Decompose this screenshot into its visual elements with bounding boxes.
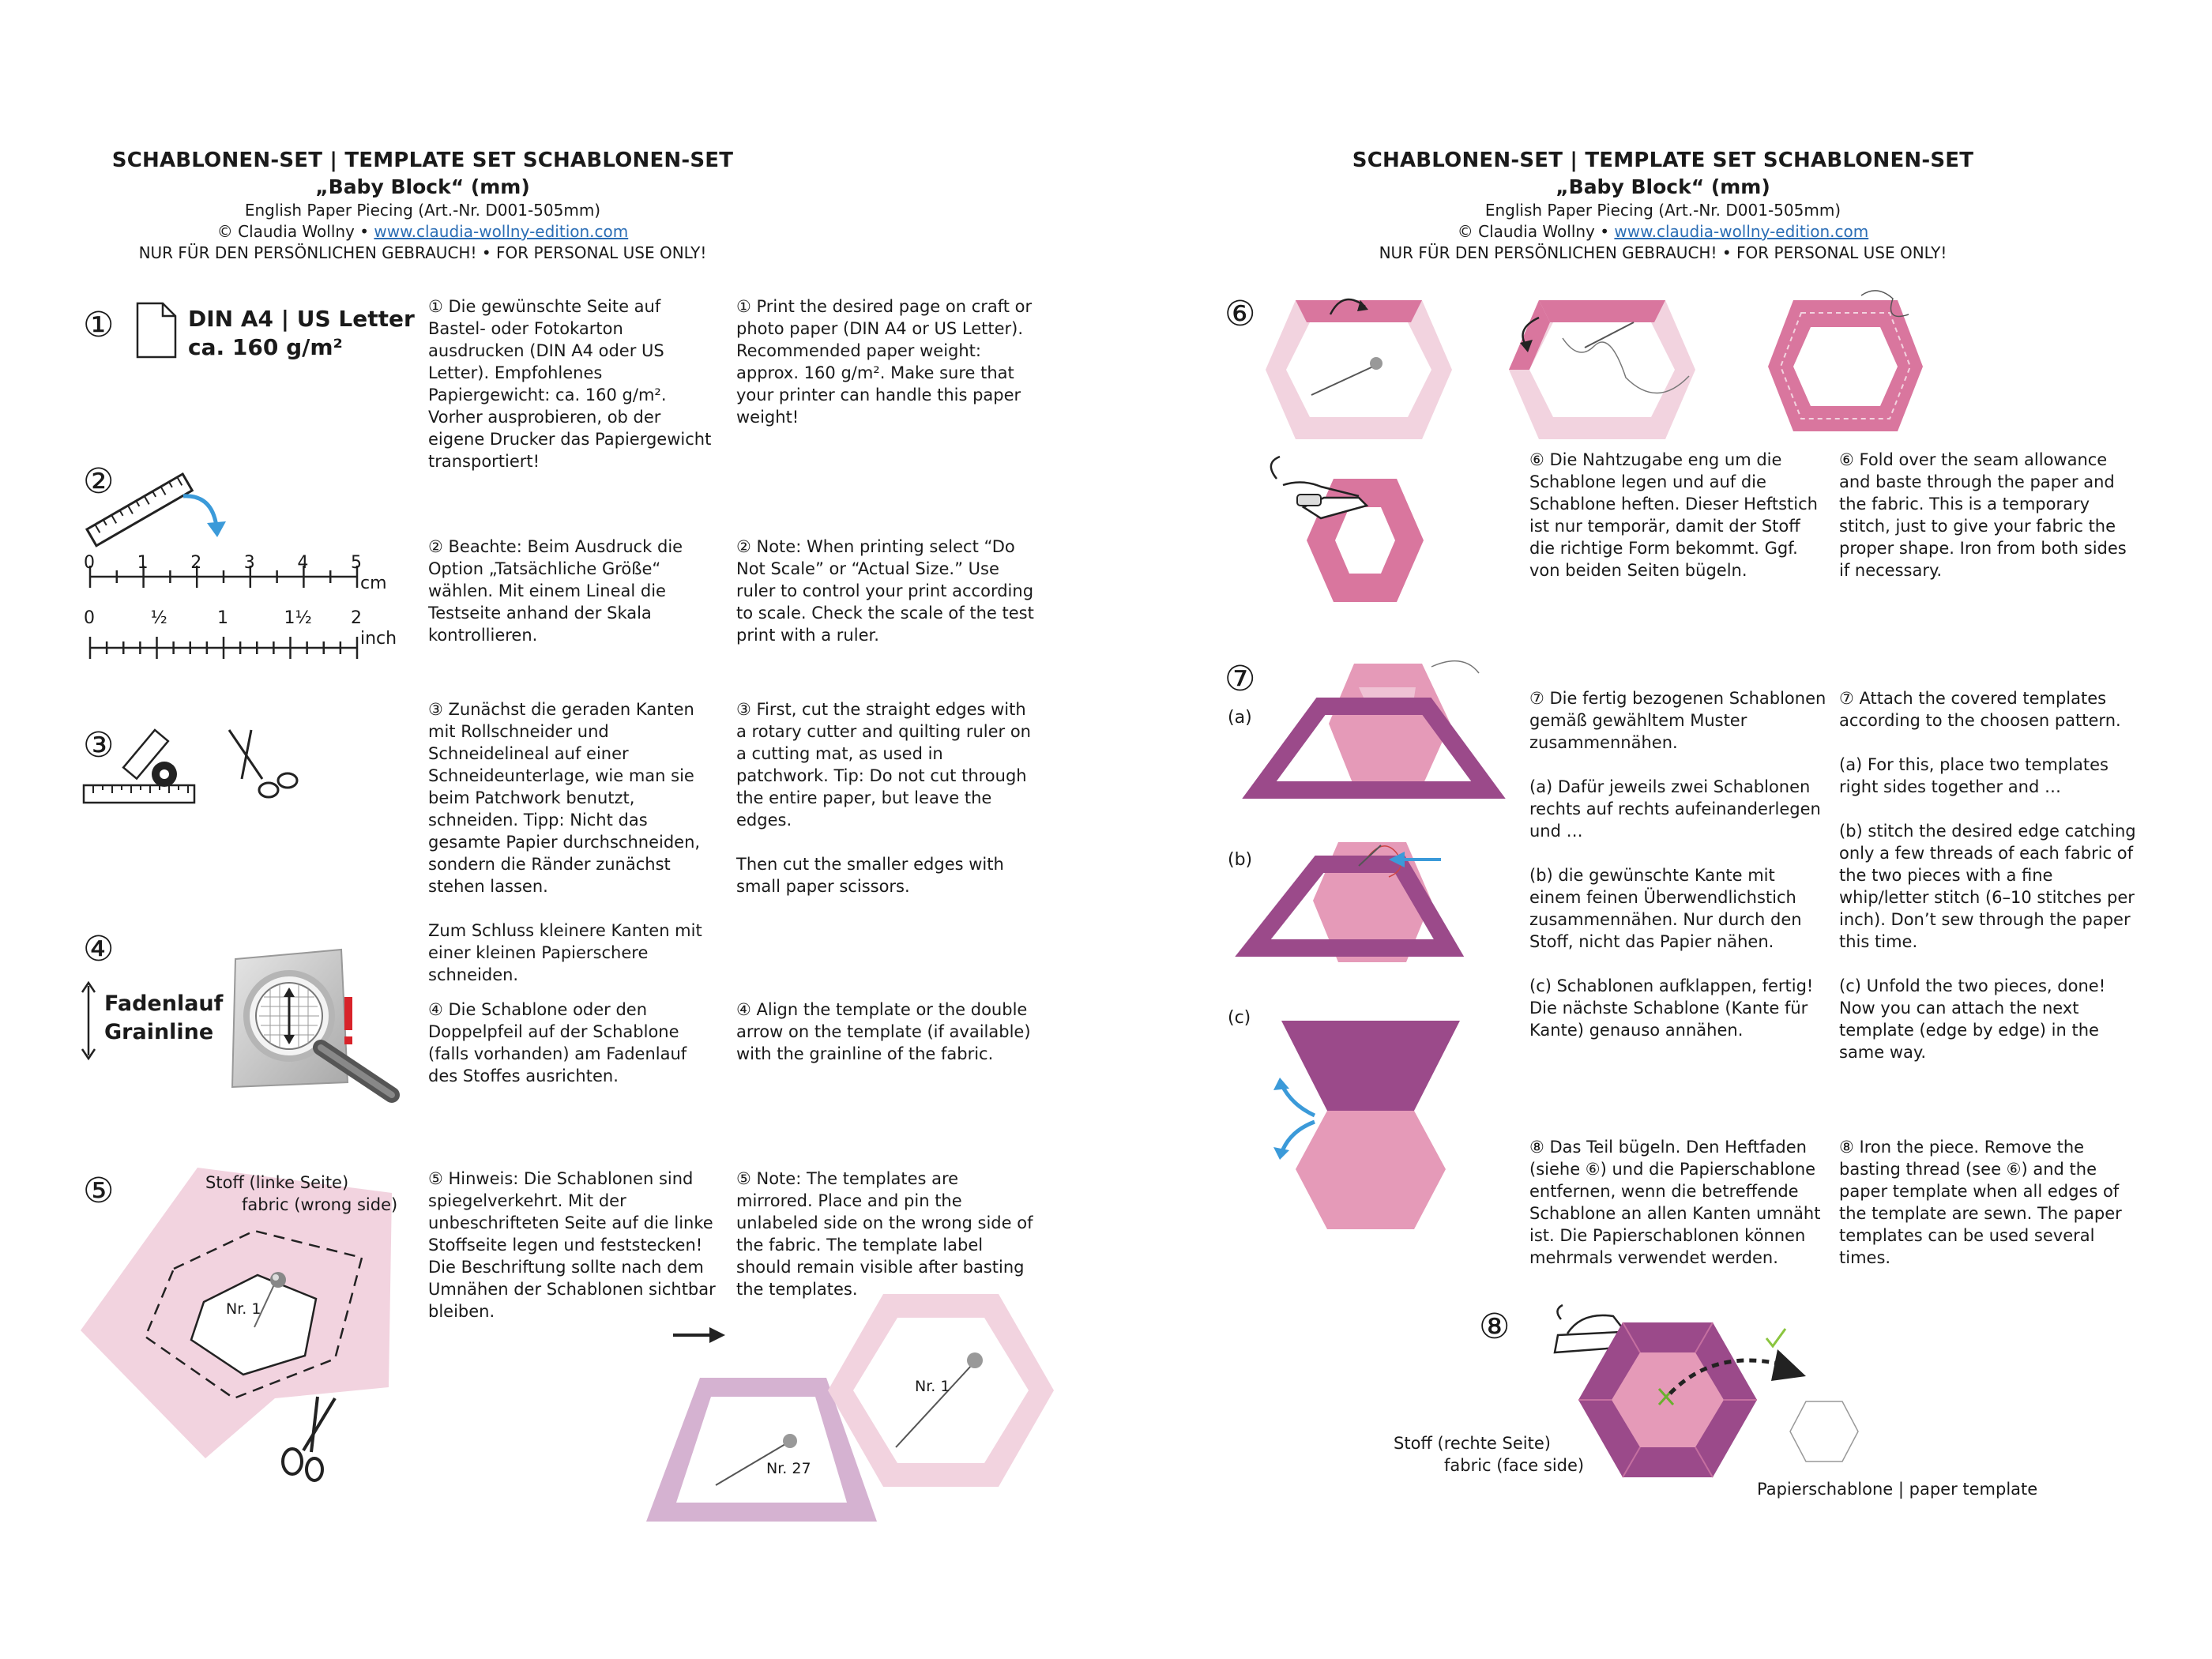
scale-tick-label: 3: [243, 553, 255, 573]
step-1-number: ①: [83, 305, 115, 345]
scale-tick-label: 0: [84, 553, 95, 573]
scale-tick-label: 4: [297, 553, 309, 573]
header-copyright-line: [0, 221, 845, 243]
step-6-en: ⑥ Fold over the seam allowance and baste through the paper and the fabric. This is a temporary stitch, just to give your fabric the proper shape. Iron from both sides if necessary.: [1839, 450, 2127, 580]
step-7-text-en: [1839, 687, 2139, 1063]
step-7-en-1: ⑦ Attach the covered templates according to the choosen pattern.: [1839, 689, 2121, 730]
scissors-icon: [215, 727, 302, 806]
scale-tick-label: 1: [137, 553, 149, 573]
template-label-nr1: Nr. 1: [915, 1378, 950, 1395]
step-7b-illustration: [1242, 822, 1479, 972]
step-7-en-2: (a) For this, place two templates right sides together and …: [1839, 755, 2109, 796]
fabric-face-side-en: fabric (face side): [1444, 1456, 1585, 1475]
step-1-text-en: [736, 295, 1036, 428]
step-3-en-1: ③ First, cut the straight edges with a rotary cutter and quilting ruler on a cutting mat, as used in patchwork. Tip: Do not cut through the entire paper, but leave the edges.: [736, 700, 1031, 830]
step-8-de: ⑧ Das Teil bügeln. Den Heftfaden (siehe ⑥) und die Papierschablone entfernen, wenn die betreffende Schablone an allen Kanten umnäht ist. Die Papierschablonen können mehrmals verwendet werden.: [1529, 1138, 1821, 1267]
step-4-en: ④ Align the template or the double arrow on the template (if available) with the grainline of the fabric.: [736, 1000, 1031, 1063]
step-7-en-3: (b) stitch the desired edge catching only a few threads of each fabric of the two pieces with a fine whip/letter stitch (6–10 stitches per inch). Don’t sew through the paper this time.: [1839, 822, 2136, 951]
step-8-en: ⑧ Iron the piece. Remove the basting thread (see ⑥) and the paper template when all edges of the template are sewn. The paper templates can be used several times.: [1839, 1138, 2122, 1267]
step-8-text-de: [1529, 1136, 1830, 1269]
scale-tick-label: 0: [84, 608, 95, 628]
hexagon-fold-step-2: [1507, 291, 1697, 441]
step-5-de: ⑤ Hinweis: Die Schablonen sind spiegelverkehrt. Mit der unbeschrifteten Seite auf die linke Stoffseite legen und feststecken! Die Beschriftung sollte nach dem Umnähen der Schablonen sichtbar bleiben.: [428, 1169, 716, 1321]
step-4-text-de: [428, 999, 720, 1087]
fabric-face-side-de: Stoff (rechte Seite): [1394, 1434, 1551, 1453]
rotary-cutter-icon: [82, 724, 216, 811]
remove-arrow-icon: [1667, 1341, 1809, 1397]
header-notice: NUR FÜR DEN PERSÖNLICHEN GEBRAUCH! • FOR PERSONAL USE ONLY!: [1379, 243, 1947, 262]
substep-a-label: (a): [1228, 708, 1252, 728]
website-link[interactable]: www.claudia-wollny-edition.com: [374, 222, 629, 241]
step-7-de-1: ⑦ Die fertig bezogenen Schablonen gemäß gewähltem Muster zusammennähen.: [1529, 689, 1826, 752]
scale-tick-label: 1: [217, 608, 228, 628]
step-2-de: ② Beachte: Beim Ausdruck die Option „Tatsächliche Größe“ wählen. Mit einem Lineal die Testseite anhand der Skala kontrollieren.: [428, 537, 683, 645]
fabric-wrong-side-de: Stoff (linke Seite): [205, 1173, 349, 1192]
pin-icon: [251, 1269, 299, 1332]
step-3-number: ③: [83, 725, 115, 766]
step-5-text-en: [736, 1168, 1036, 1300]
grainline-en: Grainline: [104, 1020, 214, 1044]
step-1-text-de: [428, 295, 720, 472]
grainline-de: Fadenlauf: [104, 991, 224, 1016]
header-title: SCHABLONEN-SET | TEMPLATE SET SCHABLONEN-SET: [1352, 149, 1974, 172]
website-link[interactable]: www.claudia-wollny-edition.com: [1614, 222, 1869, 241]
hexagon-basted: [1766, 291, 1924, 433]
scale-tick-label: ½: [150, 608, 167, 628]
step-2-text-de: [428, 536, 720, 646]
substep-c-label: (c): [1228, 1008, 1251, 1028]
header-copyright-line: [1224, 221, 2101, 243]
header-product: English Paper Piecing (Art.-Nr. D001-505mm): [244, 201, 601, 220]
template-label-nr1: Nr. 1: [226, 1300, 261, 1318]
step-7-de-3: (b) die gewünschte Kante mit einem feinen Überwendlichstich zusammennähen. Nur durch den Stoff, nicht das Papier nähen.: [1529, 866, 1802, 951]
double-arrow-icon: [81, 981, 96, 1060]
step-5-en: ⑤ Note: The templates are mirrored. Place and pin the unlabeled side on the wrong side of the fabric. The template label should remain visible after basting the templates.: [736, 1169, 1033, 1299]
step-6-text-de: [1529, 449, 1830, 581]
step-7-de-4: (c) Schablonen aufklappen, fertig! Die nächste Schablone (Kante für Kante) genauso annähen.: [1529, 976, 1814, 1040]
step-4-text-en: [736, 999, 1036, 1065]
step-7-number: ⑦: [1224, 659, 1256, 699]
step-7-de-2: (a) Dafür jeweils zwei Schablonen rechts auf rechts aufeinanderlegen und …: [1529, 777, 1821, 841]
scale-tick-label: 2: [190, 553, 202, 573]
inch-unit: inch: [360, 629, 397, 649]
step-2-text-en: [736, 536, 1036, 646]
fabric-wrong-side-en: fabric (wrong side): [242, 1195, 398, 1214]
step-8-text-en: [1839, 1136, 2139, 1269]
step-5-text-de: [428, 1168, 722, 1322]
substep-b-label: (b): [1228, 850, 1253, 870]
step-4-number: ④: [83, 929, 115, 969]
scale-tick-label: 5: [351, 553, 362, 573]
step-6-de: ⑥ Die Nahtzugabe eng um die Schablone legen und auf die Schablone heften. Dieser Heftstich ist nur temporär, damit der Stoff die richtige Form bekommt. Ggf. von beiden Seiten bügeln.: [1529, 450, 1818, 580]
blue-arrow-left-icon: [1387, 850, 1443, 869]
header-right: [1224, 147, 2101, 264]
arrow-curve-icon: [180, 490, 235, 545]
paper-size-label: DIN A4 | US Letter: [188, 306, 415, 332]
step-7a-illustration: [1258, 657, 1495, 807]
step-1-en: ① Print the desired page on craft or photo paper (DIN A4 or US Letter). Recommended paper weight: approx. 160 g/m². Make sure that your printer can handle this paper weight!: [736, 297, 1033, 427]
template-label-nr27: Nr. 27: [766, 1460, 811, 1477]
step-3-de-2: Zum Schluss kleinere Kanten mit einer kleinen Papierschere schneiden.: [428, 921, 702, 984]
step-2-number: ②: [83, 461, 115, 502]
step-3-text-en: [736, 698, 1036, 897]
header-subtitle: „Baby Block“ (mm): [1556, 175, 1770, 198]
scissors-icon: [269, 1395, 348, 1482]
header-left: [0, 147, 845, 264]
step-4-de: ④ Die Schablone oder den Doppelpfeil auf der Schablone (falls vorhanden) am Fadenlauf des Stoffes ausrichten.: [428, 1000, 687, 1085]
hexagon-fold-step-1: [1264, 299, 1454, 441]
header-notice: NUR FÜR DEN PERSÖNLICHEN GEBRAUCH! • FOR PERSONAL USE ONLY!: [138, 243, 707, 262]
step-8-number: ⑧: [1479, 1307, 1510, 1347]
header-product: English Paper Piecing (Art.-Nr. D001-505mm): [1484, 201, 1841, 220]
step-3-text-de: [428, 698, 722, 986]
scale-tick-label: 1½: [284, 608, 312, 628]
step-3-de-1: ③ Zunächst die geraden Kanten mit Rollschneider und Schneidelineal auf einer Schneideunterlage, wie man sie beim Patchwork benutzt, schneiden. Tipp: Nicht das gesamte Papier durchschneiden, sondern die Ränder zunächst stehen lassen.: [428, 700, 701, 896]
step-6-number: ⑥: [1224, 294, 1256, 334]
magnifier-icon: [229, 948, 411, 1114]
check-icon: [1765, 1327, 1787, 1349]
copyright: © Claudia Wollny •: [1457, 222, 1610, 241]
step-3-en-2: Then cut the smaller edges with small paper scissors.: [736, 855, 1004, 896]
scale-tick-label: 2: [351, 608, 362, 628]
copyright: © Claudia Wollny •: [216, 222, 370, 241]
right-arrow-icon: [672, 1326, 727, 1345]
step-7-text-de: [1529, 687, 1830, 1041]
paper-template-label: Papierschablone | paper template: [1757, 1480, 2038, 1499]
header-subtitle: „Baby Block“ (mm): [315, 175, 530, 198]
cm-unit: cm: [360, 574, 387, 593]
step-6-text-en: [1839, 449, 2139, 581]
page-icon: [136, 302, 177, 359]
paper-weight-label: ca. 160 g/m²: [188, 334, 343, 360]
step-1-de: ① Die gewünschte Seite auf Bastel- oder Fotokarton ausdrucken (DIN A4 oder US Letter). Empfohlenes Papiergewicht: ca. 160 g/m². Vorher ausprobieren, ob der eigene Drucker das Papiergewicht transportiert!: [428, 297, 712, 471]
iron-hexagon-illustration: [1248, 455, 1454, 613]
header-title: SCHABLONEN-SET | TEMPLATE SET SCHABLONEN-SET: [111, 149, 734, 172]
step-5-number: ⑤: [83, 1171, 115, 1211]
step-7-en-4: (c) Unfold the two pieces, done! Now you can attach the next template (edge by edge) in the same way.: [1839, 976, 2106, 1062]
step-2-en: ② Note: When printing select “Do Not Scale” or “Actual Size.” Use ruler to control your print according to scale. Check the scale of the test print with a ruler.: [736, 537, 1034, 645]
paper-template-hexagon: [1789, 1400, 1860, 1463]
unfold-arrow-icon: [1267, 1078, 1322, 1164]
